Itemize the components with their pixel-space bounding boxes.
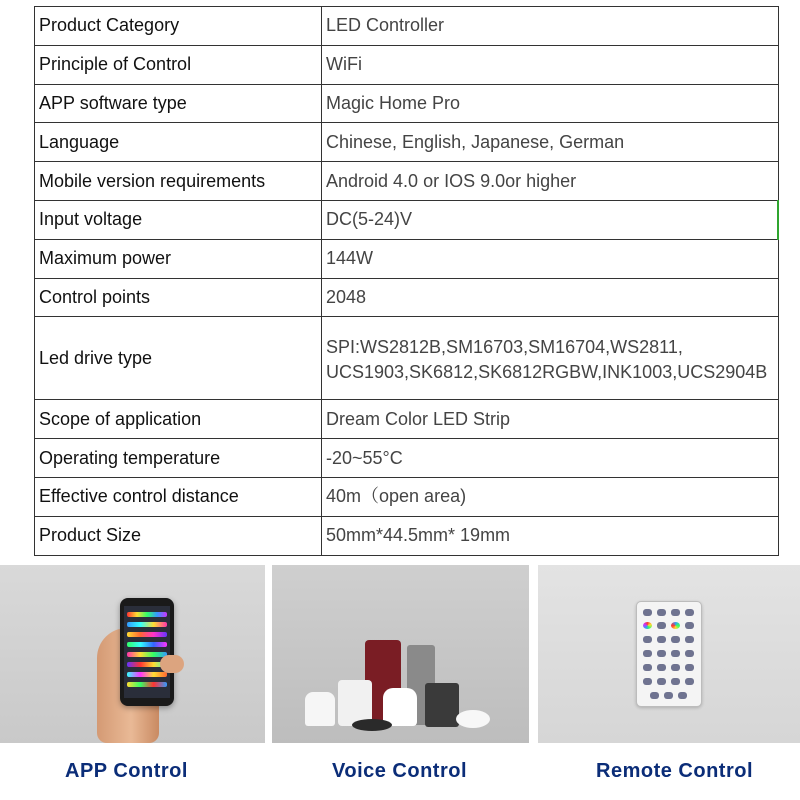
- voice-control-caption: Voice Control: [332, 760, 468, 782]
- table-row: [35, 317, 779, 400]
- spec-label: Language: [35, 123, 322, 162]
- spec-value: Android 4.0 or IOS 9.0or higher: [322, 162, 779, 201]
- table-row: [35, 162, 779, 201]
- table-row: [35, 439, 779, 478]
- spec-value: -20~55°C: [322, 439, 779, 478]
- speaker-home: [383, 688, 417, 726]
- spec-label: Product Size: [35, 516, 322, 555]
- spec-label: Scope of application: [35, 400, 322, 439]
- spec-value: 2048: [322, 278, 779, 317]
- spec-value: 50mm*44.5mm* 19mm: [322, 516, 779, 555]
- speaker-dot: [352, 719, 392, 731]
- app-control-caption: APP Control: [65, 760, 188, 782]
- spec-value: Dream Color LED Strip: [322, 400, 779, 439]
- spec-value: 40m（open area): [322, 477, 779, 516]
- table-row: [35, 516, 779, 555]
- spec-label: APP software type: [35, 84, 322, 123]
- thumb-shape: [160, 655, 184, 673]
- spec-label: Mobile version requirements: [35, 162, 322, 201]
- spec-label: Control points: [35, 278, 322, 317]
- spec-label: Input voltage: [35, 200, 322, 239]
- spec-value: DC(5-24)V: [322, 200, 779, 239]
- spec-value: Magic Home Pro: [322, 84, 779, 123]
- speaker-small: [305, 692, 335, 726]
- speaker-dark: [425, 683, 459, 727]
- spec-value: Chinese, English, Japanese, German: [322, 123, 779, 162]
- spec-table: [34, 6, 779, 556]
- spec-label: Product Category: [35, 7, 322, 46]
- spec-value: LED Controller: [322, 7, 779, 46]
- spec-value: 144W: [322, 239, 779, 278]
- spec-label: Principle of Control: [35, 45, 322, 84]
- table-row: [35, 477, 779, 516]
- table-row: [35, 123, 779, 162]
- spec-label: Led drive type: [35, 317, 322, 400]
- spec-value: SPI:WS2812B,SM16703,SM16704,WS2811, UCS1903,SK6812,SK6812RGBW,INK1003,UCS2904B: [322, 317, 779, 400]
- table-row: [35, 45, 779, 84]
- spec-label: Effective control distance: [35, 477, 322, 516]
- table-row: [35, 278, 779, 317]
- spec-value: WiFi: [322, 45, 779, 84]
- spec-label: Operating temperature: [35, 439, 322, 478]
- phone-screen: [124, 606, 170, 698]
- table-row: [35, 84, 779, 123]
- table-row: [35, 200, 779, 239]
- spec-label: Maximum power: [35, 239, 322, 278]
- table-row: [35, 239, 779, 278]
- remote-control-caption: Remote Control: [596, 760, 753, 782]
- table-row: [35, 7, 779, 46]
- table-row: [35, 400, 779, 439]
- speaker-puck: [456, 710, 490, 728]
